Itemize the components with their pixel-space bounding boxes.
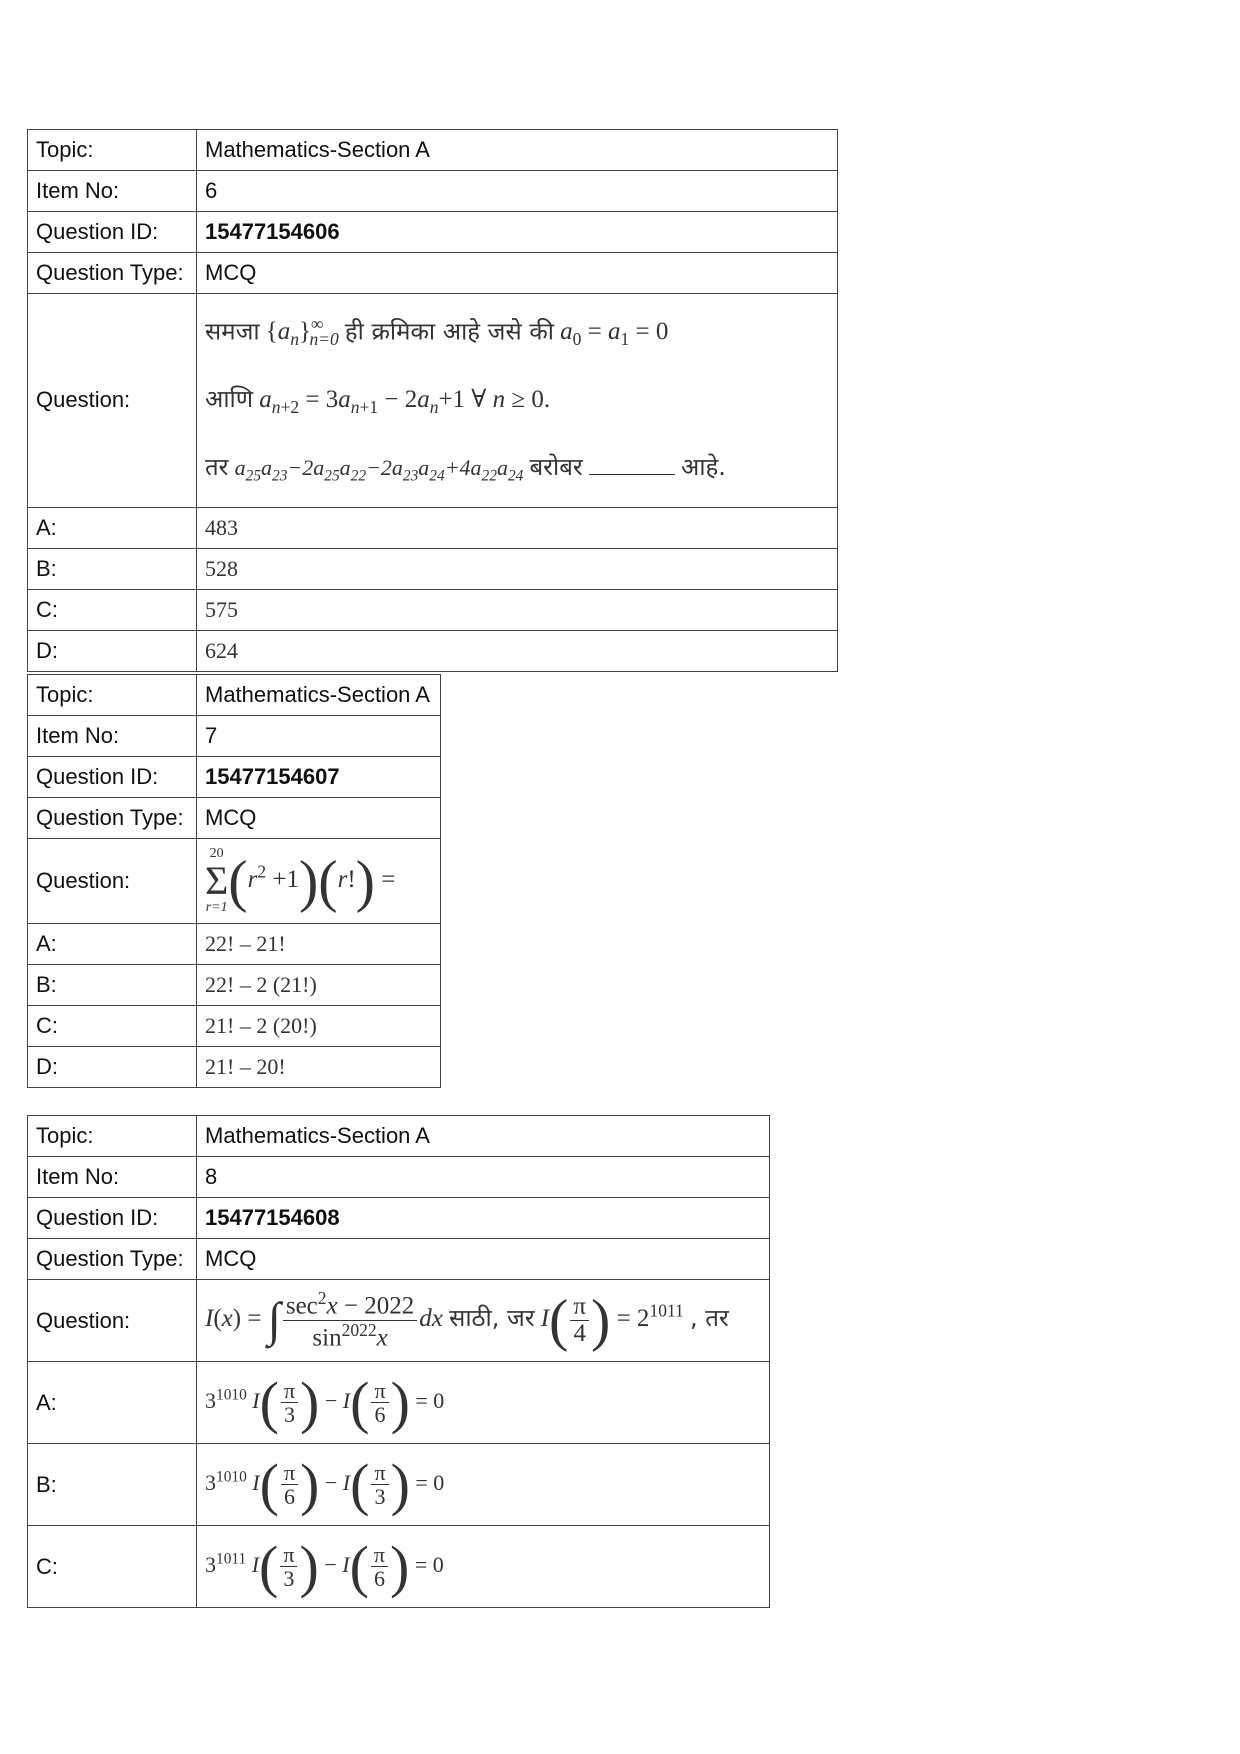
option-c-value: 21! – 2 (20!) xyxy=(197,1006,441,1047)
item-no-label: Item No: xyxy=(28,171,197,212)
option-b-label: B: xyxy=(28,965,197,1006)
option-b-value: 22! – 2 (21!) xyxy=(197,965,441,1006)
item-no-value: 8 xyxy=(197,1157,770,1198)
item-no-label: Item No: xyxy=(28,1157,197,1198)
option-d-value: 624 xyxy=(197,630,838,671)
question-type-label: Question Type: xyxy=(28,253,197,294)
option-b-value: 528 xyxy=(197,548,838,589)
question-type-value: MCQ xyxy=(197,1239,770,1280)
question-id-value: 15477154608 xyxy=(197,1198,770,1239)
option-a-label: A: xyxy=(28,1362,197,1444)
option-c-label: C: xyxy=(28,1526,197,1608)
question-id-label: Question ID: xyxy=(28,1198,197,1239)
question-id-value: 15477154606 xyxy=(197,212,838,253)
condition-expression: I( $\frac{\pi}{4}$ ) = $2^{1011}$ xyxy=(540,1287,684,1353)
topic-label: Topic: xyxy=(28,130,197,171)
question-label: Question: xyxy=(28,294,197,508)
question-line-1: समजा $\{a_n\}^\infty_{n=0}$ ही क्रमिका आहे जसे की $a_0 = a_1 = 0$ xyxy=(205,314,669,350)
option-d-label: D: xyxy=(28,630,197,671)
option-a-label: A: xyxy=(28,924,197,965)
option-c-value: 575 xyxy=(197,589,838,630)
option-a-value: 483 xyxy=(197,507,838,548)
question-id-label: Question ID: xyxy=(28,212,197,253)
option-d-value: 21! – 20! xyxy=(197,1047,441,1088)
question-id-value: 15477154607 xyxy=(197,757,441,798)
question-type-label: Question Type: xyxy=(28,798,197,839)
option-c-label: C: xyxy=(28,1006,197,1047)
option-b-value: $3^{1010}$ I( $\frac{\pi}{6}$ ) − I( $\frac{\pi}{3}$ ) = 0 xyxy=(197,1444,770,1526)
question-table-6 xyxy=(27,129,838,672)
item-no-value: 6 xyxy=(197,171,838,212)
question-type-value: MCQ xyxy=(197,798,441,839)
question-body: I(x) = ∫ $\frac{\sec^2x - 2022}{\sin^{2022}x}$ dx साठी, जर I( $\frac{\pi}{4}$ ) = $2^{1011}$ , तर xyxy=(197,1280,770,1362)
question-id-label: Question ID: xyxy=(28,757,197,798)
topic-label: Topic: xyxy=(28,675,197,716)
topic-value: Mathematics-Section A xyxy=(197,130,838,171)
topic-value: Mathematics-Section A xyxy=(197,675,441,716)
option-a-value: 22! – 21! xyxy=(197,924,441,965)
question-table-8 xyxy=(27,1115,770,1608)
item-no-value: 7 xyxy=(197,716,441,757)
topic-label: Topic: xyxy=(28,1116,197,1157)
question-line-2: आणि $a_{n+2} = 3a_{n+1} - 2a_n+1$ ∀ n ≥ 0. xyxy=(205,385,551,418)
option-a-label: A: xyxy=(28,507,197,548)
item-no-label: Item No: xyxy=(28,716,197,757)
question-label: Question: xyxy=(28,839,197,924)
option-a-value: $3^{1010}$ I( $\frac{\pi}{3}$ ) − I( $\frac{\pi}{6}$ ) = 0 xyxy=(197,1362,770,1444)
question-type-value: MCQ xyxy=(197,253,838,294)
option-c-value: $3^{1011}$ I( $\frac{\pi}{3}$ ) − I( $\frac{\pi}{6}$ ) = 0 xyxy=(197,1526,770,1608)
question-body xyxy=(197,294,838,508)
sum-expression: 20 Σ r=1 $(r^2 +1)(r!)$ = xyxy=(205,846,396,915)
integral-expression: I(x) = ∫ $\frac{\sec^2x - 2022}{\sin^{2022}x}$ dx xyxy=(205,1288,443,1352)
option-b-label: B: xyxy=(28,1444,197,1526)
option-b-label: B: xyxy=(28,548,197,589)
answer-blank xyxy=(589,474,675,475)
question-type-label: Question Type: xyxy=(28,1239,197,1280)
question-body xyxy=(197,839,441,924)
option-c-label: C: xyxy=(28,589,197,630)
option-d-label: D: xyxy=(28,1047,197,1088)
question-line-3: तर $a_{25}a_{23}-2a_{25}a_{22}-2a_{23}a_{24}+4a_{22}a_{24}$ बरोबर आहे. xyxy=(205,453,726,485)
topic-value: Mathematics-Section A xyxy=(197,1116,770,1157)
question-label: Question: xyxy=(28,1280,197,1362)
question-table-7 xyxy=(27,674,441,1088)
